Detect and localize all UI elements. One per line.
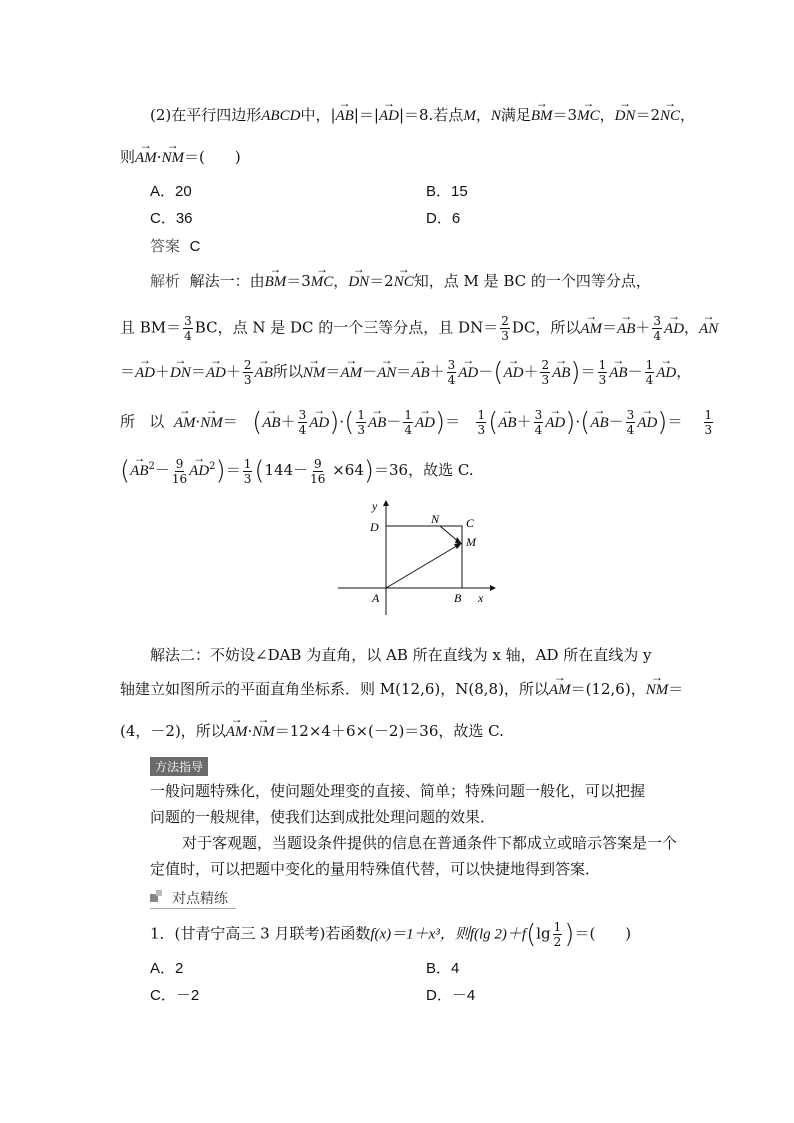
vec-an: → AN [699,318,718,340]
y-axis-arrow [383,500,389,506]
method-guide-p2a: 对于客观题，当题设条件提供的信息在普通条件下都成立或暗示答案是一个 [182,834,678,852]
method-guide-p1b: 问题的一般规律，使我们达到成批处理问题的效果． [150,808,496,826]
vector-nm-arrow [455,537,462,544]
method-guide-p1a: 一般问题特殊化，使问题处理变的直接、简单；特殊问题一般化，可以把握 [150,782,646,800]
solution-line-1: 解析 解法一：由→ BM＝3→ MC，→ DN＝2→ NC知，点 M 是 BC 的一个四等分点， [150,270,651,293]
option-d: D．6 [426,210,461,227]
x-axis-arrow [490,585,496,591]
method2-line-2: 轴建立如图所示的平面直角坐标系．则 M(12,6)，N(8,8)，所以→ AM＝(12,6)，→ NM＝ [120,678,683,701]
solution-label: 解析 [150,272,181,290]
practice-option-a: A．2 [150,960,184,977]
label-b: B [454,591,462,605]
vector-am-arrow [454,543,462,549]
practice-question-1: 1．(甘青宁高三 3 月联考)若函数f(x)＝1＋x³，则f(lg 2)＋f(lg $\frac{1}{2}$ )＝( ) [150,919,632,950]
practice-option-d: D．－4 [426,987,476,1004]
method-guide-p2b: 定值时，可以把题中变化的量用特殊值代替，可以快捷地得到答案． [150,860,601,878]
label-d: D [370,520,379,534]
solution-line-2: 且 BM＝ $\frac{3}{4}$ BC，点 N 是 DC 的一个三等分点，且 DN＝ $\frac{2}{3}$ DC，所以→ AM＝→ AB＋ $\frac{3}{4}$ → AD，→ AN [120,314,718,343]
coordinate-figure [330,500,500,620]
label-x: x [478,591,484,605]
practice-header: 对点精练 [150,888,236,909]
answer-value: C [189,238,201,255]
option-c: C．36 [150,210,193,227]
solution-line-4: 所 以 → AM·→ NM＝ (→ AB＋ $\frac{3}{4}$ → AD)·( $\frac{1}{3}$ → AB－ $\frac{1}{4}$ → AD)＝ $\frac{1}{3}$ (→ AB＋ $\frac{3}{4}$ → AD)·(→ AB－ $\frac{3}{4}$ → AD)＝ $\frac{1}{3}$ [120,408,715,437]
fraction-2-3: $\frac{2}{3}$ [501,314,509,343]
label-n: N [431,512,440,526]
method2-line-3: (4，－2)，所以→ AM·→ NM＝12×4＋6×(－2)＝36，故选 C. [120,720,504,743]
fraction-3-4: $\frac{3}{4}$ [184,314,192,343]
method2-line-1: 解法二：不妨设∠DAB 为直角，以 AB 所在直线为 x 轴，AD 所在直线为 y [150,646,652,664]
practice-option-b: B．4 [426,960,460,977]
label-m: M [466,535,476,549]
solution-line-5: (→ $AB^2-$ $\frac{9}{16}$ → $AD^2)=$ $\frac{1}{3}$ (144－ $\frac{9}{16}$ ×64)＝36，故选 C. [120,456,474,486]
label-c: C [466,516,475,530]
option-b: B．15 [426,183,468,200]
method-guide-badge: 方法指导 [150,757,208,776]
answer-label: 答案 [150,237,181,255]
label-y: y [372,500,378,513]
label-a: A [372,591,380,605]
practice-option-c: C．－2 [150,987,200,1004]
option-a: A．20 [150,183,192,200]
square-icon [156,890,162,896]
answer-line [150,235,200,258]
vector-am [386,544,460,588]
question-2-line-1: (2)在平行四边形ABCD中，|→ AB|＝|→ AD|＝8.若点M，N满足→ BM＝3→ MC，→ DN＝2→ NC， [150,104,695,127]
question-2-line-2: 则→ AM·→ NM＝( ) [120,146,241,169]
solution-line-3: ＝→ AD＋→ DN＝→ AD＋ $\frac{2}{3}$ → AB所以→ NM＝→ AM－→ AN＝→ AB＋ $\frac{3}{4}$ → AD－(→ AD＋ $\frac{2}{3}$ → AB)＝ $\frac{1}{3}$ → AB－ $\frac{1}{4}$ → AD， [120,358,691,387]
